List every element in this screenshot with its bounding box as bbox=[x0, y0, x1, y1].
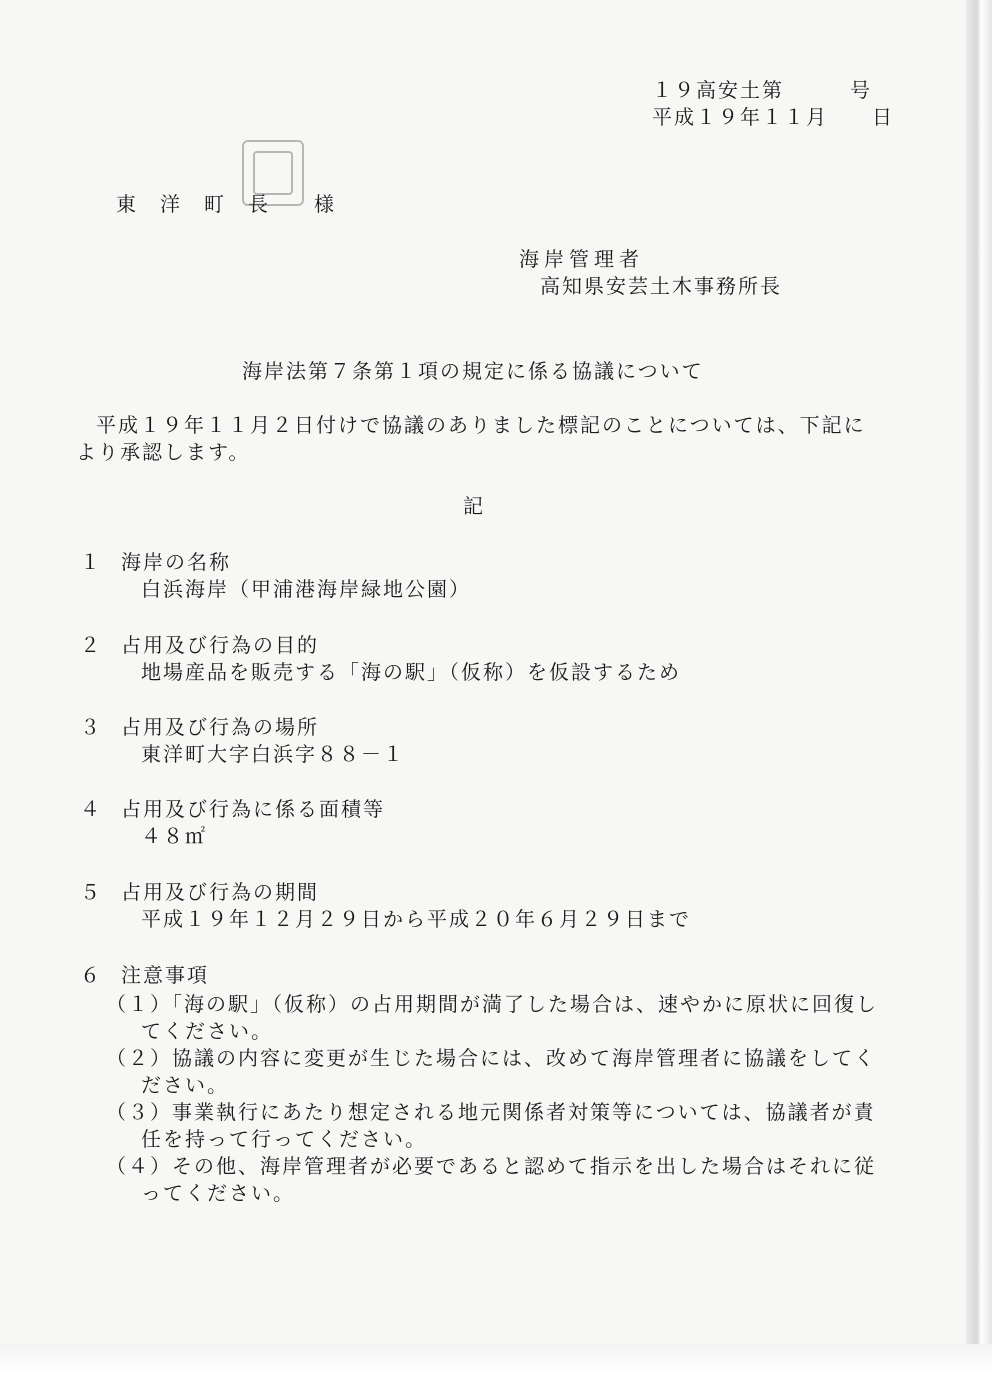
item-value: 東洋町大字白浜字８８－１ bbox=[141, 742, 405, 766]
item-title: 占用及び行為の場所 bbox=[121, 715, 319, 739]
note-line-continued: てください。 bbox=[141, 1019, 273, 1043]
subject-line: 海岸法第７条第１項の規定に係る協議について bbox=[242, 359, 704, 383]
page-bottom-edge bbox=[0, 1344, 992, 1374]
notes-title: 注意事項 bbox=[121, 963, 209, 987]
item-value: 白浜海岸（甲浦港海岸緑地公園） bbox=[141, 577, 471, 601]
item-title: 海岸の名称 bbox=[121, 550, 231, 574]
item-number: ２ bbox=[80, 633, 102, 657]
note-line-continued: 任を持って行ってください。 bbox=[141, 1127, 427, 1151]
note-line: （２）協議の内容に変更が生じた場合には、改めて海岸管理者に協議をしてく bbox=[106, 1046, 876, 1070]
item-number: ５ bbox=[80, 880, 102, 904]
item-title: 占用及び行為の目的 bbox=[121, 633, 319, 657]
body-text-line-1: 平成１９年１１月２日付けで協議のありました標記のことについては、下記に bbox=[96, 413, 866, 437]
notes-number: ６ bbox=[80, 963, 102, 987]
item-title: 占用及び行為に係る面積等 bbox=[121, 797, 385, 821]
ki-heading: 記 bbox=[463, 494, 485, 518]
note-line: （１）「海の駅」（仮称）の占用期間が満了した場合は、速やかに原状に回復し bbox=[106, 992, 878, 1016]
sender-office: 高知県安芸土木事務所長 bbox=[540, 274, 782, 298]
item-number: １ bbox=[80, 550, 102, 574]
item-title: 占用及び行為の期間 bbox=[121, 880, 319, 904]
sender-role: 海岸管理者 bbox=[519, 247, 644, 271]
note-line-continued: ってください。 bbox=[141, 1181, 295, 1205]
item-value: ４８㎡ bbox=[141, 824, 207, 848]
note-line-continued: ださい。 bbox=[141, 1073, 229, 1097]
page-edge-shadow bbox=[966, 0, 992, 1374]
addressee: 東 洋 町 長 様 bbox=[116, 192, 336, 216]
document-date: 平成１９年１１月 日 bbox=[652, 105, 894, 129]
item-value: 平成１９年１２月２９日から平成２０年６月２９日まで bbox=[141, 907, 691, 931]
document-number: １９高安土第 号 bbox=[652, 78, 872, 102]
item-number: ４ bbox=[80, 797, 102, 821]
body-text-line-2: より承認します。 bbox=[76, 440, 251, 464]
note-line: （４）その他、海岸管理者が必要であると認めて指示を出した場合はそれに従 bbox=[106, 1154, 876, 1178]
note-line: （３）事業執行にあたり想定される地元関係者対策等については、協議者が責 bbox=[106, 1100, 876, 1124]
item-value: 地場産品を販売する「海の駅」（仮称）を仮設するため bbox=[141, 660, 681, 684]
item-number: ３ bbox=[80, 715, 102, 739]
